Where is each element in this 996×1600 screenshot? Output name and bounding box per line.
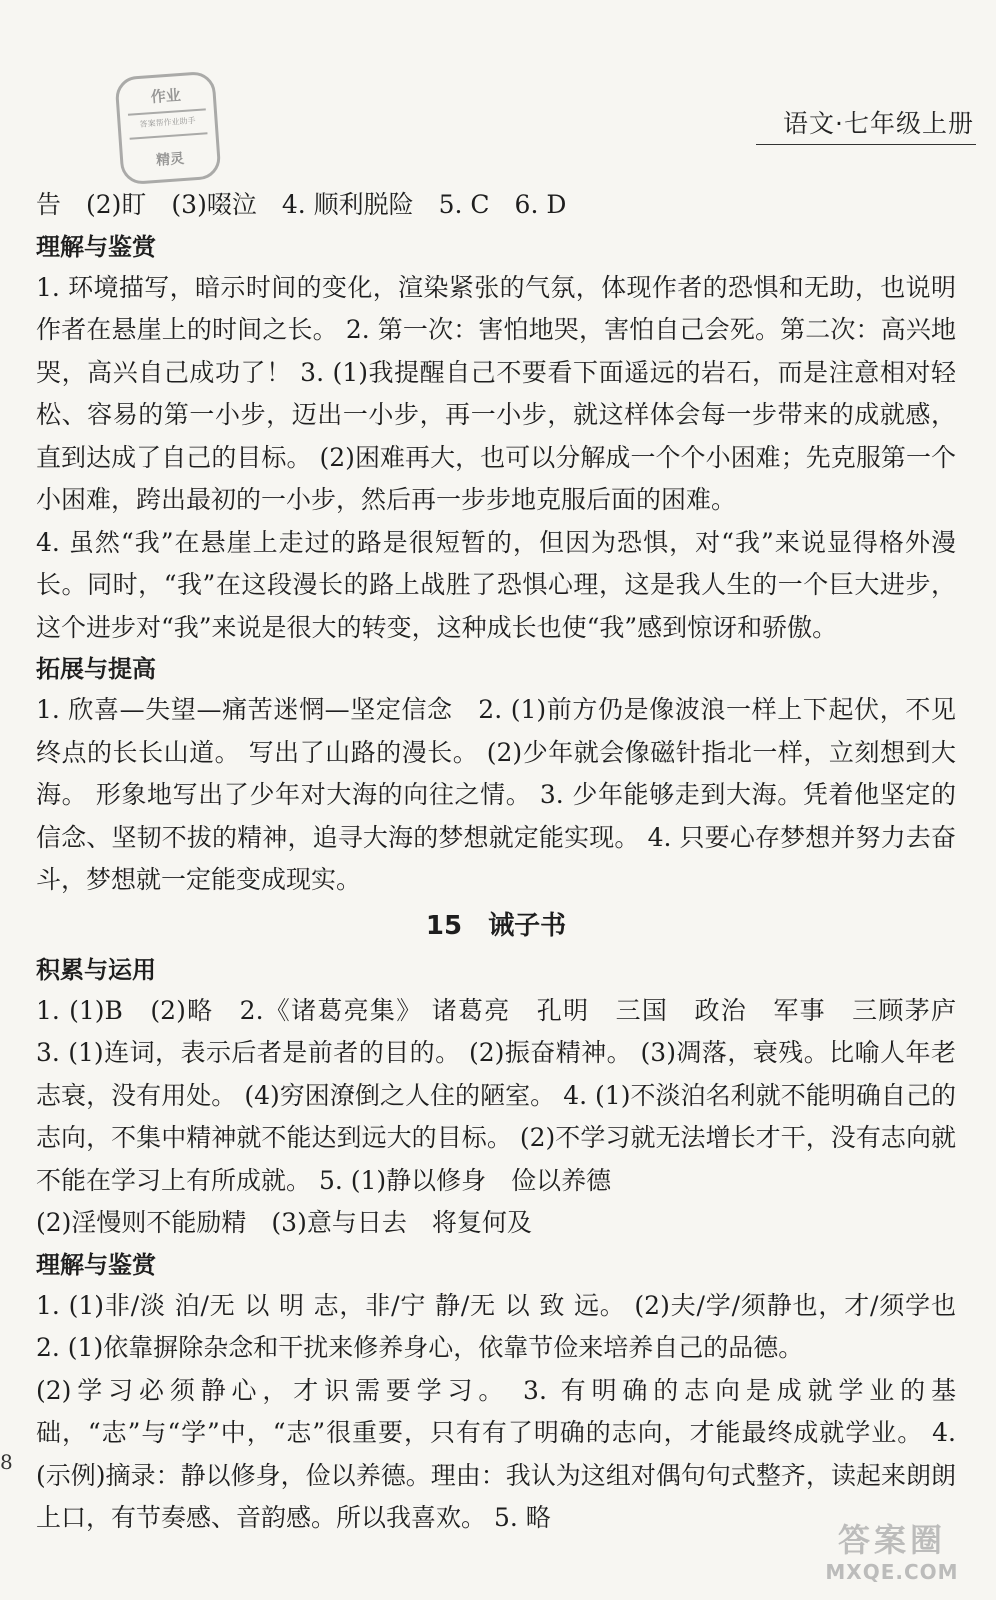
section-heading: 拓展与提高 bbox=[36, 655, 156, 683]
answer-paragraph: 1. (1)非/淡 泊/无 以 明 志，非/宁 静/无 以 致 远。 (2)夫/学/须静也，才/须学也 2. (1)依靠摒除杂念和干扰来修养身心，依靠节俭来培养自己的品德。 bbox=[36, 1290, 982, 1362]
watermark-url: MXQE.COM bbox=[825, 1560, 959, 1584]
answer-paragraph: 1. (1)B (2)略 2.《诸葛亮集》 诸葛亮 孔明 三国 政治 军事 三顾茅庐 3. (1)连词，表示后者是前者的目的。 (2)振奋精神。 (3)凋落，衰残。比喻人年老志衰，没有用处。 (4)穷困潦倒之人住的陋室。 4. (1)不淡泊名利就不能明确自己的志向，不集中精神就不能达到远大的目标。 (2)不学习就无法增长才干，没有志向就不能在学习上有所成就。 5. (1)静以修身 俭以养德 bbox=[36, 995, 982, 1195]
section-heading: 积累与运用 bbox=[36, 955, 156, 984]
stamp-top-text: 作业 bbox=[150, 86, 182, 107]
page-number-fragment: 8 bbox=[0, 1450, 13, 1474]
answer-content bbox=[36, 184, 982, 1540]
answer-paragraph: 告 (2)盯 (3)啜泣 4. 顺利脱险 5. C 6. D bbox=[36, 190, 567, 219]
watermark-logo-text: 答案圈 bbox=[837, 1521, 946, 1559]
answer-paragraph: 1. 环境描写，暗示时间的变化，渲染紧张的气氛，体现作者的恐惧和无助，也说明作者在悬崖上的时间之长。 2. 第一次：害怕地哭，害怕自己会死。第二次：高兴地哭，高兴自己成功了！ 3. (1)我提醒自己不要看下面遥远的岩石，而是注意相对轻松、容易的第一小步，迈出一小步，再一小步，就这样体会每一步带来的成就感，直到达成了自己的目标。 (2)困难再大，也可以分解成一个个小困难；先克服第一个小困难，跨出最初的一小步，然后再一步步地克服后面的困难。 bbox=[36, 272, 956, 514]
lesson-title: 15 诫子书 bbox=[425, 910, 567, 941]
answer-paragraph: (2)学习必须静心，才识需要学习。 3. 有明确的志向是成就学业的基础，“志”与“学”中，“志”很重要，只有有了明确的志向，才能最终成就学业。 4. (示例)摘录：静以修身，俭以养德。理由：我认为这组对偶句句式整齐，读起来朗朗上口，有节奏感、音韵感。所以我喜欢。 5. 略 bbox=[36, 1375, 956, 1532]
homework-stamp bbox=[114, 71, 221, 186]
section-heading: 理解与鉴赏 bbox=[36, 1250, 156, 1279]
stamp-bottom-text: 精灵 bbox=[155, 150, 185, 169]
site-watermark bbox=[802, 1520, 982, 1590]
answer-paragraph: 4. 虽然“我”在悬崖上走过的路是很短暂的，但因为恐惧，对“我”来说显得格外漫长。同时，“我”在这段漫长的路上战胜了恐惧心理，这是我人生的一个巨大进步，这个进步对“我”来说是很大的转变，这种成长也使“我”感到惊讶和骄傲。 bbox=[36, 527, 956, 642]
section-heading: 理解与鉴赏 bbox=[36, 232, 156, 261]
answer-paragraph: 1. 欣喜—失望—痛苦迷惘—坚定信念 2. (1)前方仍是像波浪一样上下起伏，不见终点的长长山道。 写出了山路的漫长。 (2)少年就会像磁针指北一样，立刻想到大海。 形象地写出了少年对大海的向往之情。 3. 少年能够走到大海。凭着他坚定的信念、坚韧不拔的精神，追寻大海的梦想就定能实现。 4. 只要心存梦想并努力去奋斗，梦想就一定能变成现实。 bbox=[36, 695, 956, 894]
page-header-title: 语文·七年级上册 bbox=[783, 109, 974, 138]
header-rule bbox=[756, 144, 976, 145]
answer-paragraph: (2)淫慢则不能励精 (3)意与日去 将复何及 bbox=[36, 1208, 532, 1237]
stamp-divider bbox=[130, 132, 208, 139]
stamp-middle-text: 答案帮作业助手 bbox=[139, 116, 196, 129]
